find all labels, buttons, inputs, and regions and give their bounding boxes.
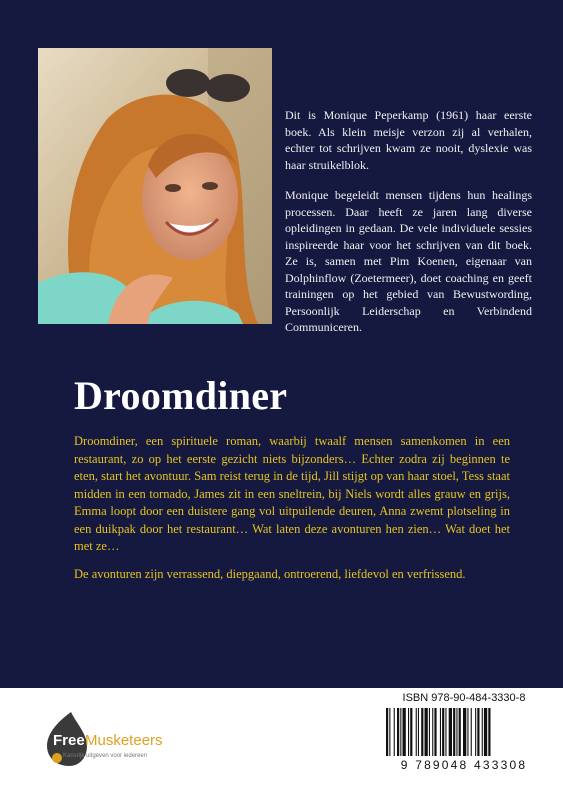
- isbn-label: ISBN 978-90-484-3330-8: [402, 692, 526, 704]
- book-title: Droomdiner: [74, 373, 288, 418]
- publisher-name-free: Free: [53, 732, 85, 749]
- author-bio: [285, 107, 532, 350]
- barcode-bar: [475, 708, 476, 756]
- blurb-paragraph-1: Droomdiner, een spirituele roman, waarbij twaalf mensen samenkomen in een restaurant, zo op het eerste gezicht niets bijzonders… Echter zodra zij beginnen te eten, start het avontuur. Sam reist terug in de tijd, Jill stijgt op van haar stoel, Tess staat midden in een tornado, James zit in een sneltrein, bij Niels wordt alles grauw en grijs, Emma loopt door een duistere gang vol uitpuilende deuren, Anna zwemt plotseling in een duikpak door het restaurant… Wat laten deze avonturen hen zien… Wat doet het met ze…: [74, 434, 510, 553]
- blurb-paragraph-2: De avonturen zijn verrassend, diepgaand, ontroerend, liefdevol en verfrissend.: [74, 566, 466, 581]
- barcode-bar: [394, 708, 395, 756]
- barcode-bar: [432, 708, 433, 756]
- barcode-bar: [440, 708, 441, 756]
- barcode-bar: [408, 708, 409, 756]
- barcode-bar: [471, 708, 472, 756]
- barcode-bar: [389, 708, 390, 756]
- barcode-bar: [459, 708, 461, 756]
- barcode-bar: [418, 708, 419, 756]
- barcode-bar: [386, 708, 388, 756]
- barcode-bar: [445, 708, 446, 756]
- barcode-bar: [410, 708, 412, 756]
- barcode-bar: [453, 708, 455, 756]
- bio-paragraph-1: Dit is Monique Peperkamp (1961) haar eerste boek. Als klein meisje verzon zij al verhalen, echter tot schrijven kwam ze nooit, dyslexie was haar struikelblok.: [285, 108, 532, 172]
- barcode-bar: [488, 708, 490, 756]
- book-blurb: [74, 433, 510, 593]
- barcode-bar: [425, 708, 428, 756]
- barcode-bar: [429, 708, 430, 756]
- publisher-tagline: Kansrijk uitgeven voor iedereen: [63, 753, 148, 759]
- barcode-bar: [482, 708, 483, 756]
- barcode-bar: [456, 708, 457, 756]
- barcode-bar: [421, 708, 423, 756]
- author-photo: [38, 48, 272, 324]
- barcode-bar: [467, 708, 468, 756]
- barcode-bar: [403, 708, 406, 756]
- publisher-name-musketeers: Musketeers: [85, 732, 163, 749]
- barcode-bars: [382, 708, 546, 758]
- barcode-bar: [400, 708, 401, 756]
- publisher-logo: [47, 712, 217, 768]
- barcode-bar: [434, 708, 436, 756]
- barcode-bar: [416, 708, 417, 756]
- isbn-barcode: [378, 688, 550, 784]
- barcode-bar: [477, 708, 479, 756]
- barcode-bar: [442, 708, 444, 756]
- barcode-digits: 9 789048 433308: [400, 758, 528, 772]
- barcode-bar: [463, 708, 466, 756]
- barcode-bar: [449, 708, 452, 756]
- barcode-bar: [484, 708, 487, 756]
- barcode-bar: [397, 708, 399, 756]
- bio-paragraph-2: Monique begeleidt mensen tijdens hun healings processen. Daar heeft ze jaren lang diverse opleidingen in gedaan. De vele individuele sessies inspireerde haar voor het schrijven van dit boek. Ze is, samen met Pim Koenen, eigenaar van Dolphinflow (Zoetermeer), doet coaching en geeft trainingen op het gebied van Bewustwording, Persoonlijk Leiderschap en Verbindend Communiceren.: [285, 188, 532, 334]
